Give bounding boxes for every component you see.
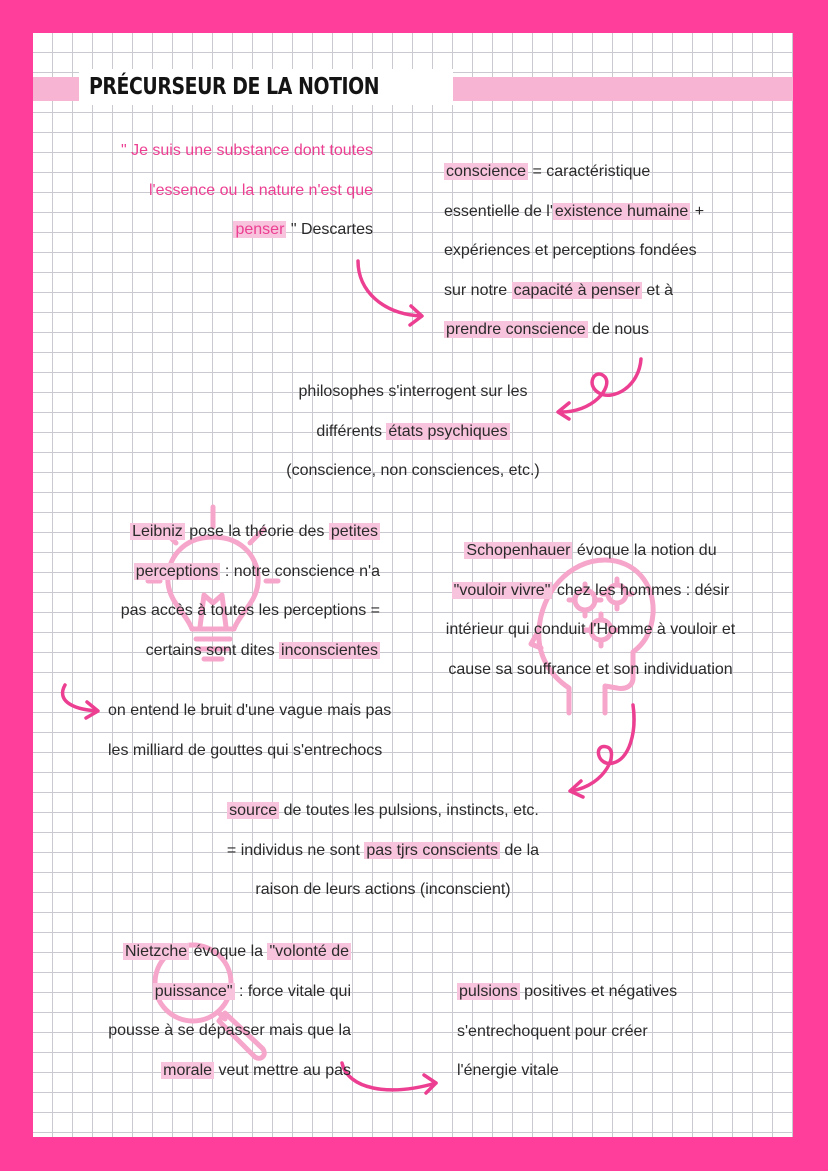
arrow-icon [353,256,428,326]
nietzsche-highlight: "volonté de [269,943,349,960]
definition-highlight: prendre conscience [446,321,586,338]
schopenhauer-highlight: "vouloir vivre" [453,581,551,599]
definition-block [444,152,704,350]
nietzsche-highlight: puissance" [154,982,233,1000]
philosophes-text: différents [316,422,387,440]
nietzsche-highlight: Nietzche [124,943,188,960]
philosophes-highlight: états psychiques [388,422,508,440]
title-box [79,69,453,105]
leibniz-text: pose la théorie des [184,523,329,540]
source-block [183,791,583,910]
nietzsche-text: : force vitale qui [234,982,351,1000]
definition-highlight: conscience [446,163,527,180]
nietzsche-block [108,932,351,1090]
arrow-icon [563,699,643,799]
definition-highlight: capacité à penser [513,281,640,299]
leibniz-text: certains sont dites [145,641,280,659]
example-text: on entend le bruit d'une vague mais pas [108,702,392,719]
arrow-icon [55,681,105,721]
schopenhauer-highlight: Schopenhauer [466,542,571,559]
nietzsche-text: pousse à se dépasser mais que la [108,1022,351,1039]
philosophes-text: (conscience, non consciences, etc.) [286,462,540,479]
pulsions-text: positives et négatives [519,983,678,1000]
source-text: de la [499,841,540,859]
leibniz-text: pas accès à toutes les perceptions = [120,602,380,619]
schopenhauer-text: cause sa souffrance et son individuation [448,660,733,678]
page-title: PRÉCURSEUR DE LA NOTION [89,74,380,100]
schopenhauer-text: évoque la notion du [572,542,717,559]
leibniz-highlight: perceptions [135,562,219,580]
leibniz-highlight: petites [330,523,378,540]
leibniz-highlight: inconscientes [281,641,378,659]
definition-text: de nous [587,321,650,338]
schopenhauer-text: chez les hommes : désir [552,581,730,599]
descartes-quote [121,131,373,250]
source-text: raison de leurs actions (inconscient) [255,881,511,898]
definition-text: sur notre [444,281,512,299]
philosophes-block [213,372,613,491]
source-text: de toutes les pulsions, instincts, etc. [279,802,539,819]
quote-line: " Je suis une substance dont toutes [120,142,373,159]
definition-text: = caractéristique [528,163,651,180]
definition-text: + [690,202,705,220]
pulsions-highlight: pulsions [459,983,518,1000]
notes-page [33,33,793,1137]
leibniz-block [121,512,380,670]
example-block [108,691,391,770]
definition-text: et à [641,281,674,299]
quote-line: l'essence ou la nature n'est que [148,181,373,199]
leibniz-highlight: Leibniz [132,523,183,540]
quote-highlight: penser [235,221,285,238]
source-highlight: source [229,802,278,819]
quote-author: " Descartes [286,221,373,238]
arrow-icon [338,1057,443,1102]
pulsions-text: l'énergie vitale [457,1062,559,1079]
definition-highlight: existence humaine [554,202,689,220]
pulsions-text: s'entrechoquent pour créer [457,1022,648,1040]
source-highlight: pas tjrs conscients [366,841,498,859]
nietzsche-highlight: morale [163,1061,213,1079]
schopenhauer-text: intérieur qui conduit l'Homme à vouloir et [445,621,736,638]
nietzsche-text: veut mettre au pas [214,1061,351,1079]
pulsions-block [457,972,677,1091]
leibniz-text: : notre conscience n'a [220,562,380,580]
philosophes-text: philosophes s'interrogent sur les [298,383,528,400]
nietzsche-text: évoque la [189,943,268,960]
schopenhauer-block [418,531,763,689]
definition-text: expériences et perceptions fondées [444,242,697,259]
source-text: = individus ne sont [226,841,365,859]
example-text: les milliard de gouttes qui s'entrechocs [108,741,383,759]
definition-text: essentielle de l' [444,202,553,220]
